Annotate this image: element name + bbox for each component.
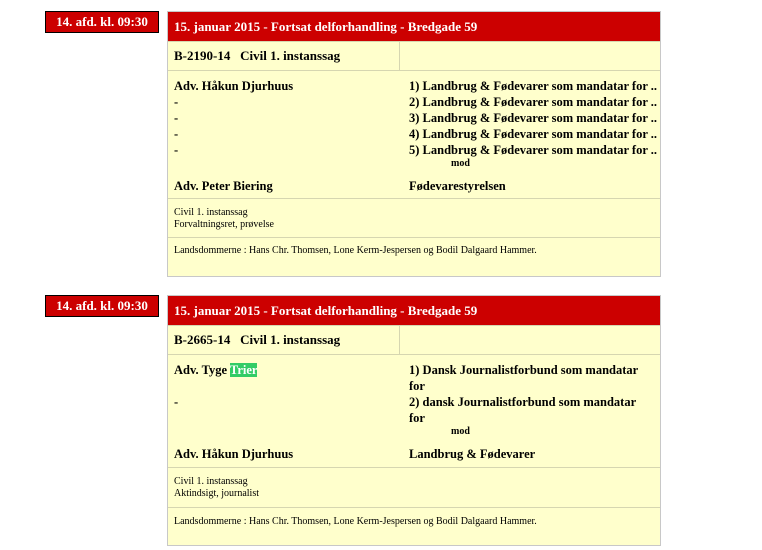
parties-section bbox=[168, 70, 660, 198]
subject-type: Civil 1. instanssag bbox=[174, 476, 248, 487]
plaintiff: 1) Dansk Journalistforbund som mandatar for bbox=[409, 363, 638, 393]
plaintiff-lawyer: - bbox=[174, 111, 179, 125]
case-header: 15. januar 2015 - Fortsat delforhandling - Bredgade 59 bbox=[168, 12, 660, 41]
department-time-badge: 14. afd. kl. 09:30 bbox=[45, 295, 159, 317]
case-number: B-2665-14 bbox=[174, 332, 231, 347]
judges-text: Landsdommerne : Hans Chr. Thomsen, Lone Kerm-Jespersen og Bodil Dalgaard Hammer. bbox=[174, 245, 537, 256]
case-card bbox=[167, 11, 661, 277]
plaintiff: 3) Landbrug & Fødevarer som mandatar for .. bbox=[409, 111, 658, 125]
plaintiff: 2) Landbrug & Fødevarer som mandatar for .. bbox=[409, 95, 658, 109]
plaintiff-lawyer: - bbox=[174, 95, 179, 109]
plaintiff: 2) dansk Journalistforbund som mandatar for bbox=[409, 395, 636, 425]
plaintiff-lawyer: Adv. Håkun Djurhuus bbox=[174, 79, 294, 93]
parties-section bbox=[168, 354, 660, 467]
case-number-row bbox=[168, 41, 660, 70]
plaintiff: 1) Landbrug & Fødevarer som mandatar for .. bbox=[409, 79, 658, 93]
subject-section bbox=[168, 198, 660, 237]
plaintiff-lawyer-name: Adv. Tyge bbox=[174, 363, 230, 377]
case-number-cell bbox=[168, 326, 400, 354]
defendant-lawyer: Adv. Håkun Djurhuus bbox=[174, 447, 294, 461]
defendant: Landbrug & Fødevarer bbox=[409, 447, 536, 461]
versus-label: mod bbox=[451, 158, 470, 169]
case-header: 15. januar 2015 - Fortsat delforhandling - Bredgade 59 bbox=[168, 296, 660, 325]
defendant-lawyer: Adv. Peter Biering bbox=[174, 179, 273, 193]
subject-matter: Aktindsigt, journalist bbox=[174, 488, 259, 499]
judges-section bbox=[168, 237, 660, 277]
plaintiff: 5) Landbrug & Fødevarer som mandatar for .. bbox=[409, 143, 658, 157]
defendant: Fødevarestyrelsen bbox=[409, 179, 506, 193]
case-card bbox=[167, 295, 661, 546]
case-number-row bbox=[168, 325, 660, 354]
judges-text: Landsdommerne : Hans Chr. Thomsen, Lone Kerm-Jespersen og Bodil Dalgaard Hammer. bbox=[174, 516, 537, 527]
subject-section bbox=[168, 467, 660, 507]
subject-type: Civil 1. instanssag bbox=[174, 207, 248, 218]
case-type: Civil 1. instanssag bbox=[240, 48, 341, 63]
versus-label: mod bbox=[451, 426, 470, 437]
plaintiff-lawyer: - bbox=[174, 143, 179, 157]
plaintiff-lawyer: - bbox=[174, 395, 179, 409]
judges-section bbox=[168, 507, 660, 547]
search-highlight: Trier bbox=[229, 363, 258, 377]
plaintiff: 4) Landbrug & Fødevarer som mandatar for .. bbox=[409, 127, 658, 141]
case-number-cell bbox=[168, 42, 400, 70]
department-time-badge: 14. afd. kl. 09:30 bbox=[45, 11, 159, 33]
case-number: B-2190-14 bbox=[174, 48, 231, 63]
case-type: Civil 1. instanssag bbox=[240, 332, 341, 347]
plaintiff-lawyer bbox=[174, 362, 257, 378]
plaintiff-lawyer: - bbox=[174, 127, 179, 141]
subject-matter: Forvaltningsret, prøvelse bbox=[174, 219, 274, 230]
